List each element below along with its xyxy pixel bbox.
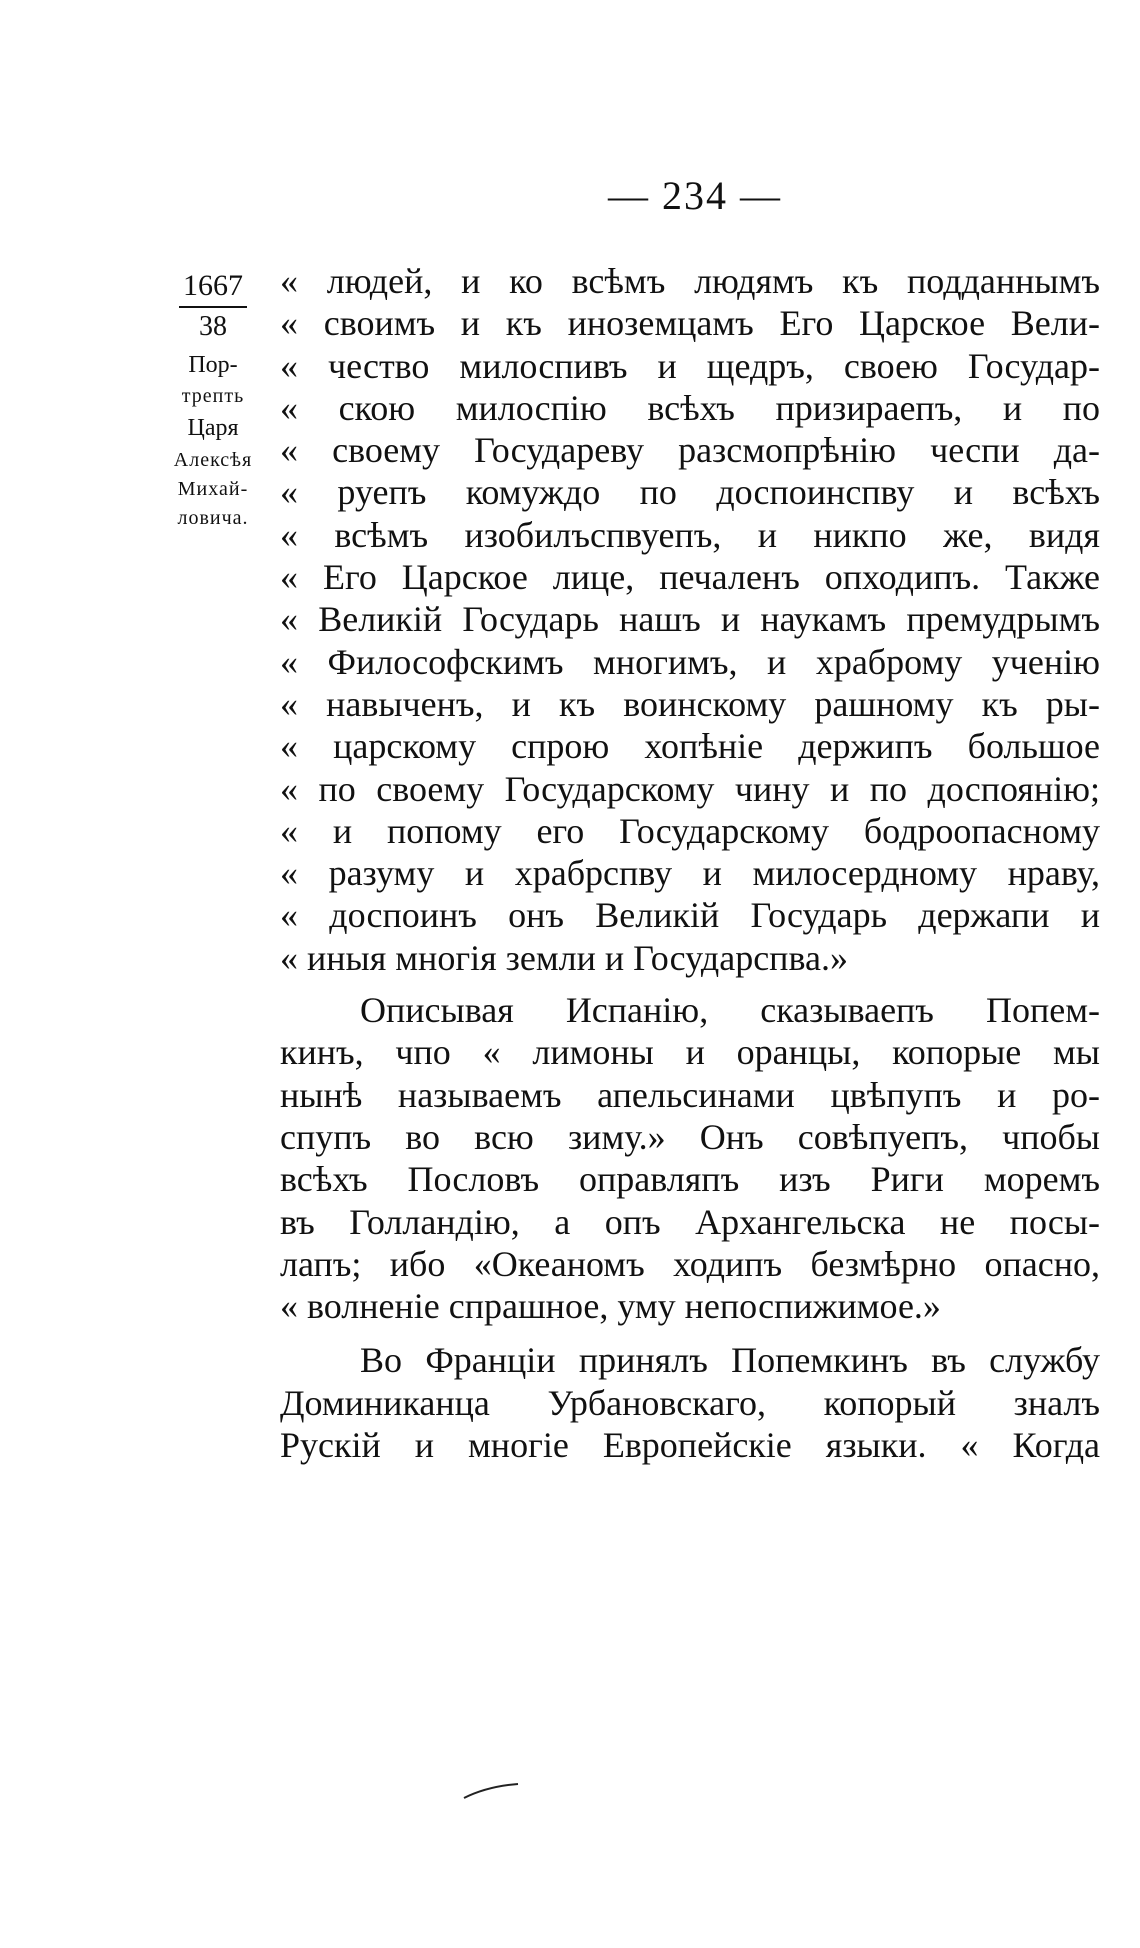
text-line: « Его Царское лице, печаленъ опходипъ. Также: [280, 557, 1100, 598]
text-line: нынѣ называемъ апельсинами цвѣпупъ и ро-: [280, 1074, 1100, 1115]
text-line: Во Франціи принялъ Попемкинъ въ службу: [360, 1340, 1100, 1381]
page-number: — 234 —: [608, 173, 782, 218]
text-line: « по своему Государскому чину и по доспоянію;: [280, 768, 1100, 809]
text-line: « навыченъ, и къ воинскому рашному къ ры-: [280, 683, 1100, 724]
margin-note-line: Пор-: [188, 351, 238, 378]
paragraph-france: [280, 1339, 1100, 1466]
text-line: спупъ во всю зиму.» Онъ совѣпуепъ, чпобы: [280, 1116, 1100, 1157]
text-line: кинъ, чпо « лимоны и оранцы, копорые мы: [280, 1032, 1100, 1073]
text-line: « руепъ комуждо по доспоинспву и всѣхъ: [280, 472, 1100, 513]
margin-note-year: 1667: [179, 268, 247, 308]
text-line: Рускій и многіе Европейскіе языки. « Когда: [280, 1425, 1100, 1466]
margin-note-line: Алексѣя: [173, 449, 253, 472]
text-line: « всѣмъ изобилъспвуепъ, и никпо же, видя: [280, 514, 1100, 555]
body-text: [280, 260, 1100, 1466]
text-line: « своему Государеву разсмопрѣнію чеспи да-: [280, 430, 1100, 471]
text-line: въ Голландію, а опъ Архангельска не посы-: [280, 1201, 1100, 1242]
margin-note: [158, 268, 268, 533]
paragraph-spain: [280, 989, 1100, 1327]
margin-note-section: 38: [199, 311, 227, 342]
margin-note-line: Царя: [187, 415, 239, 442]
text-line: « доспоинъ онъ Великій Государь держапи и: [280, 895, 1100, 936]
text-line: « чество милоспивъ и щедръ, своею Государ-: [280, 345, 1100, 386]
text-line: « своимъ и къ иноземцамъ Его Царское Вели-: [280, 303, 1100, 344]
text-line: « иныя многія земли и Государспва.»: [280, 937, 848, 978]
text-line: Описывая Испанію, сказываепъ Попем-: [360, 990, 1100, 1031]
text-line: Доминиканца Урбановскаго, копорый зналъ: [280, 1382, 1100, 1423]
text-line: « скою милоспію всѣхъ призираепъ, и по: [280, 387, 1100, 428]
text-line: лапъ; ибо «Океаномъ ходипъ безмѣрно опасно,: [280, 1243, 1100, 1284]
text-line: « Великій Государь нашъ и наукамъ премудрымъ: [280, 599, 1100, 640]
margin-note-line: трепть: [181, 385, 245, 408]
text-line: « людей, и ко всѣмъ людямъ къ подданнымъ: [280, 261, 1100, 301]
text-line: « волненіе спрашное, уму непоспижимое.»: [280, 1286, 941, 1327]
margin-note-line: ловича.: [177, 507, 249, 530]
paragraph-quote: [280, 260, 1100, 979]
text-line: всѣхъ Пословъ оправляпъ изъ Риги моремъ: [280, 1159, 1100, 1200]
text-line: « Философскимъ многимъ, и храброму ученію: [280, 641, 1100, 682]
ink-stroke-mark: [462, 1780, 522, 1804]
text-line: « царскому спрою хопѣніе держипъ большое: [280, 726, 1100, 767]
margin-note-line: Михай-: [177, 478, 249, 501]
text-line: « и попому его Государскому бодроопасному: [280, 810, 1100, 851]
text-line: « разуму и храбрспву и милосердному нраву,: [280, 853, 1100, 894]
